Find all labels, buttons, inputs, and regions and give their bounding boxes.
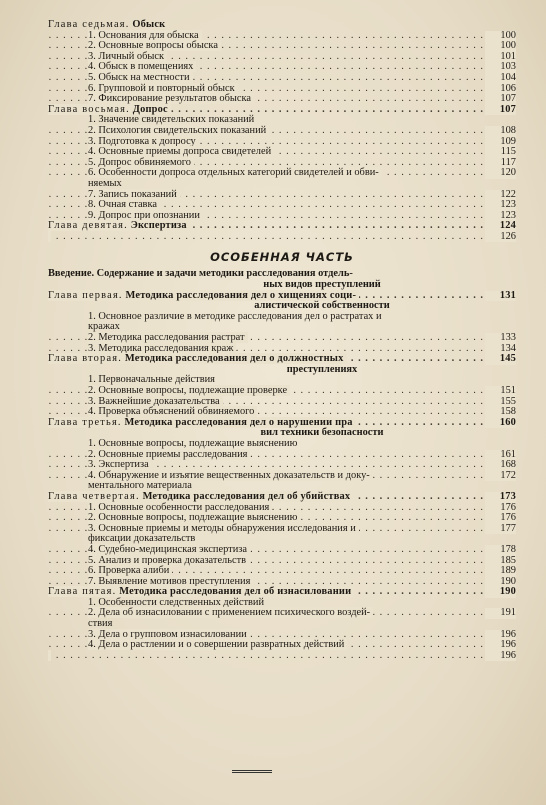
entry-text: 4. Основные приемы допроса свидетелей (88, 146, 274, 157)
page-number: 145 (485, 354, 516, 365)
entry-text: 2. Методика расследования растрат (88, 332, 248, 343)
page-number: 158 (485, 407, 516, 418)
entry-text: ментального материала (88, 480, 192, 492)
toc-entry (48, 640, 516, 651)
chapter-title: Методика расследования дел об изнасиловании (116, 586, 352, 598)
chapter-number: Глава четвертая. (48, 490, 140, 502)
chapter-number: Глава девятая. (48, 220, 128, 232)
entry-text: 4. Обыск в помещениях (88, 61, 196, 72)
entry-text: 4. Судебно-медицинская экспертиза (88, 544, 250, 555)
entry-text: вил техники безопасности (260, 427, 384, 439)
entry-text: 8. Очная ставка (88, 199, 160, 210)
end-divider-second (232, 772, 272, 773)
entry-text: 1. Основные вопросы, подлежащие выяснению (88, 437, 298, 449)
entry-text: 5. Допрос обвиняемого (88, 157, 194, 168)
toc-entry (48, 73, 516, 84)
entry-text: няемых (88, 177, 122, 189)
page-number: 196 (485, 640, 516, 651)
toc-part-general (48, 20, 516, 242)
page-number: 108 (485, 126, 516, 137)
entry-text: 9. Допрос при опознании (88, 210, 203, 221)
entry-text: 1. Значение свидетельских показаний (88, 114, 255, 126)
entry-text: 6. Групповой и повторный обыск (88, 83, 238, 94)
page-number: 104 (485, 73, 516, 84)
entry-text: 2. Дела об изнасиловании с применением психического воздей- (88, 607, 373, 618)
page-number: 161 (485, 450, 516, 461)
chapter-title: Обыск (129, 19, 166, 30)
page-number: 103 (485, 62, 516, 73)
entry-text: 2. Основные вопросы, подлежащие выяснению (88, 512, 300, 523)
page-number: 134 (485, 344, 516, 355)
chapter-number: Глава пятая. (48, 586, 117, 598)
entry-text: 7. Выявление мотивов преступления (88, 576, 253, 587)
page-number: 123 (485, 211, 516, 222)
entry-text: 2. Основные вопросы, подлежащие проверке (88, 385, 290, 396)
toc-chapter-heading (48, 20, 516, 31)
toc-page-only-row (48, 232, 516, 243)
page-number: 120 (485, 168, 516, 179)
page-number: 196 (485, 651, 516, 662)
page-number: 117 (485, 158, 516, 169)
page-number: 122 (485, 190, 516, 201)
entry-text: 1. Основное различие в методике расследования дел о растратах и (88, 310, 382, 322)
entry-text: 1. Первоначальные действия (88, 374, 215, 386)
entry-text: 3. Экспертиза (88, 459, 152, 470)
page-number: 133 (485, 333, 516, 344)
page-number: 196 (485, 630, 516, 641)
end-divider (232, 770, 272, 771)
toc-chapter-heading (48, 492, 516, 503)
toc-page-only-row (48, 651, 516, 662)
page-number: 115 (485, 147, 516, 158)
chapter-label (48, 491, 353, 502)
entry-text: 3. Подготовка к допросу (88, 136, 199, 147)
toc-part-special (48, 269, 516, 661)
toc-entry (48, 439, 516, 450)
toc-entry (48, 608, 516, 619)
entry-text: 2. Основные вопросы обыска (88, 40, 221, 51)
chapter-title: Экспертиза (127, 220, 187, 232)
page-number: 172 (485, 471, 516, 482)
entry-text: алистической собственности (254, 300, 390, 312)
entry-text (48, 231, 51, 242)
chapter-title: Методика расследования дел об убийствах (139, 490, 351, 502)
chapter-number: Глава восьмая. (48, 103, 130, 115)
page-number: 100 (485, 31, 516, 42)
page-number: 176 (485, 513, 516, 524)
chapter-number: Глава первая. (48, 289, 123, 301)
page-number: 107 (485, 94, 516, 105)
chapter-number: Глава вторая. (48, 353, 123, 365)
page-number: 101 (485, 52, 516, 63)
page-number: 107 (485, 105, 516, 116)
page-number: 173 (485, 492, 516, 503)
page-number: 168 (485, 460, 516, 471)
entry-text: преступлениях (286, 363, 358, 375)
toc-entry (48, 386, 516, 397)
chapter-label (48, 220, 190, 231)
entry-text: 4. Обнаружение и изъятие вещественных доказательств и доку- (88, 470, 373, 481)
page-number: 177 (485, 524, 516, 535)
entry-text: фиксации доказательств (88, 533, 196, 545)
entry-text (48, 650, 51, 661)
page-number: 123 (485, 200, 516, 211)
page-number: 185 (485, 556, 516, 567)
toc-chapter-heading (48, 354, 516, 365)
page-number: 109 (485, 137, 516, 148)
entry-text: 1. Основания для обыска (88, 30, 202, 41)
entry-text: 3. Важнейшие доказательства (88, 396, 223, 407)
entry-text: 2. Психология свидетельских показаний (88, 125, 269, 136)
chapter-label (48, 586, 354, 597)
page-number: 124 (485, 221, 516, 232)
entry-text: 6. Проверка алиби (88, 565, 172, 576)
chapter-label (48, 290, 359, 301)
entry-text: 4. Проверка объяснений обвиняемого (88, 406, 257, 417)
entry-text: ствия (88, 618, 113, 630)
entry-text: 3. Методика расследования краж (88, 343, 236, 354)
chapter-title: Допрос (129, 103, 168, 115)
chapter-label (48, 19, 165, 30)
page-number: 190 (485, 587, 516, 598)
page-number: 106 (485, 84, 516, 95)
page-number: 155 (485, 397, 516, 408)
page-number: 151 (485, 386, 516, 397)
entry-text: 3. Личный обыск (88, 51, 167, 62)
entry-text: 5. Анализ и проверка доказательств (88, 555, 249, 566)
entry-text: Введение. Содержание и задачи методики расследования отдель- (48, 268, 353, 280)
chapter-title: Методика расследования дел о нарушении пра (121, 416, 353, 428)
entry-text: ных видов преступлений (263, 279, 381, 291)
entry-text: 3. Дела о групповом изнасиловании (88, 629, 250, 640)
entry-text: 4. Дела о растлении и о совершении развратных действий (88, 639, 347, 650)
entry-text: кражах (88, 321, 120, 333)
entry-text: 7. Фиксирование результатов обыска (88, 93, 254, 104)
toc-entry (48, 545, 516, 556)
entry-text: 7. Запись показаний (88, 189, 180, 200)
page-number: 160 (485, 418, 516, 429)
page-number: 191 (485, 608, 516, 619)
page-number: 126 (485, 232, 516, 243)
page-number: 189 (485, 566, 516, 577)
section-title: ОСОБЕННАЯ ЧАСТЬ (210, 250, 354, 265)
entry-text: 2. Основные приемы расследования (88, 449, 250, 460)
page-number: 131 (485, 291, 516, 302)
entry-text: 6. Особенности допроса отдельных категорий свидетелей и обви- (88, 167, 382, 178)
entry-text: 1. Основные особенности расследования (88, 502, 272, 513)
chapter-label (48, 353, 347, 364)
page-number: 100 (485, 41, 516, 52)
toc-entry (48, 179, 516, 190)
toc-chapter-heading (48, 221, 516, 232)
entry-text: 1. Особенности следственных действий (88, 596, 265, 608)
chapter-number: Глава третья. (48, 416, 122, 428)
entry-text: 3. Основные приемы и методы обнаружения исследования и (88, 523, 359, 534)
page-number: 176 (485, 503, 516, 514)
chapter-number: Глава седьмая. (48, 19, 130, 30)
chapter-title: Методика расследования дел о хищениях соци- (122, 289, 357, 301)
page-number: 178 (485, 545, 516, 556)
chapter-title: Методика расследования дел о должностных (122, 353, 344, 365)
page-number: 190 (485, 577, 516, 588)
toc-entry (48, 126, 516, 137)
entry-text: 5. Обыск на местности (88, 72, 193, 83)
